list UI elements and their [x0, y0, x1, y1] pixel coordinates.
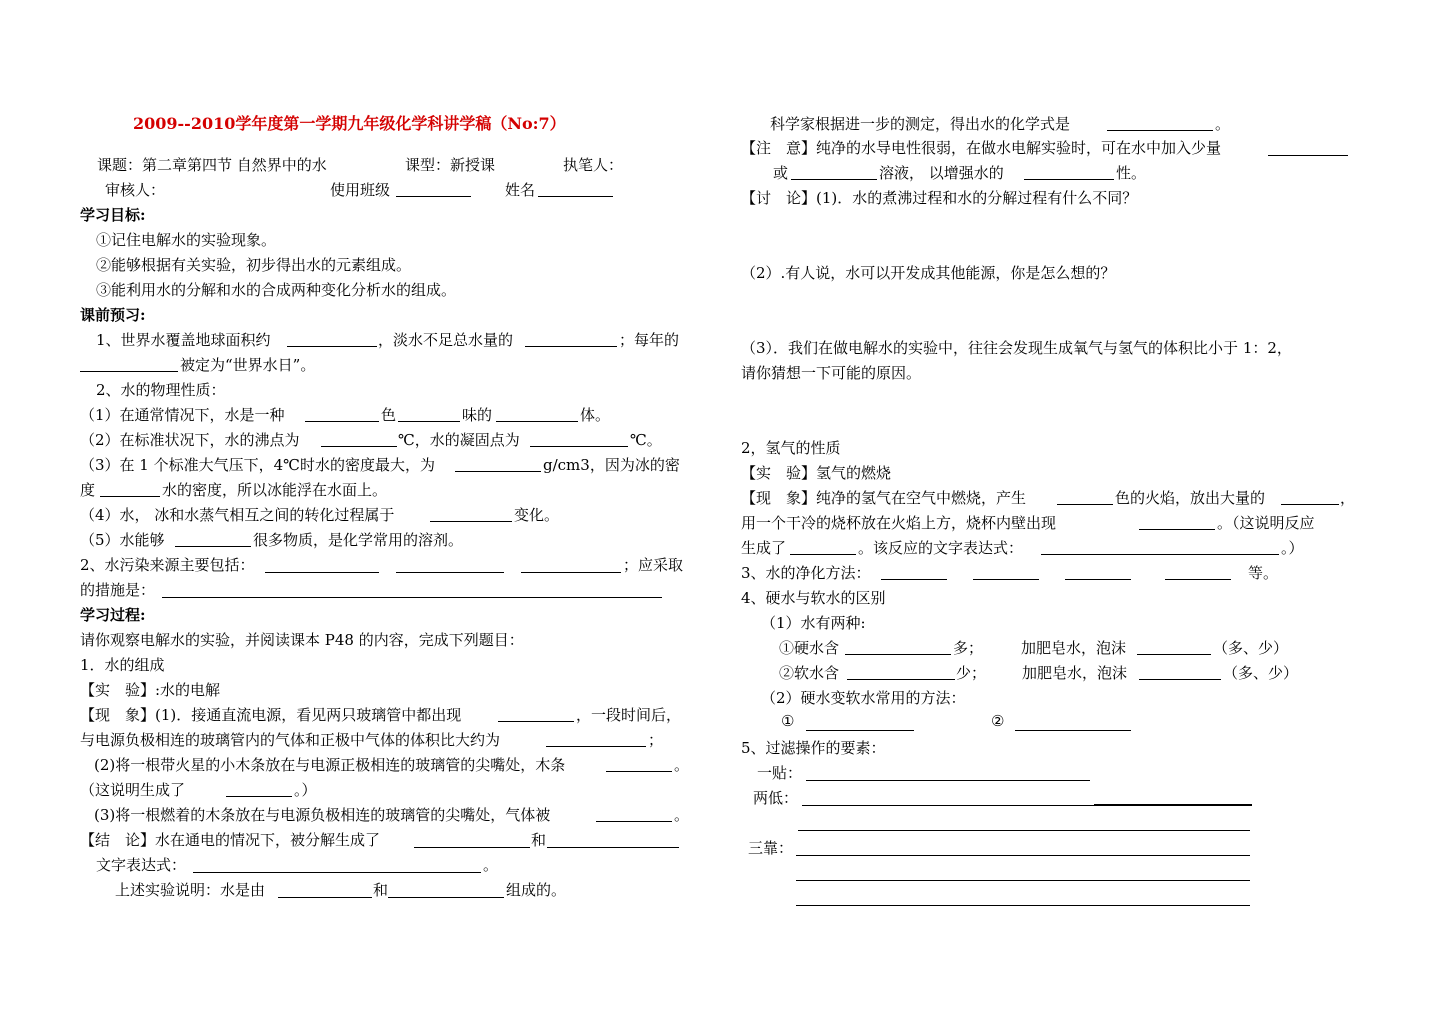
q4-text: 变化。	[514, 506, 560, 524]
goal-item: ③能利用水的分解和水的合成两种变化分析水的组成。	[96, 281, 457, 299]
hydrogen-phenomenon: 。）	[1281, 539, 1304, 557]
q2-text: （2）在标准状况下，水的沸点为	[80, 431, 300, 449]
blank-soft-foam[interactable]	[1139, 679, 1221, 680]
blank-stick[interactable]	[606, 771, 672, 772]
q1-text: （1）在通常情况下，水是一种	[80, 406, 285, 424]
hardwater-sub-2: （2）硬水变软水常用的方法：	[761, 689, 966, 707]
blank-purify-1[interactable]	[881, 579, 947, 580]
blank-boil[interactable]	[321, 446, 397, 447]
hardwater-row: 加肥皂水，泡沫	[1021, 639, 1127, 657]
blank-purify-3[interactable]	[1065, 579, 1131, 580]
hydrogen-phenomenon: ，	[1340, 489, 1356, 507]
hydrogen-phenomenon: 生成了	[741, 539, 787, 557]
goal-item: ②能够根据有关实验，初步得出水的元素组成。	[96, 256, 412, 274]
q2-text: ℃。	[630, 431, 662, 449]
blank-word-equation[interactable]	[193, 872, 481, 873]
blank-oxygen[interactable]	[226, 796, 292, 797]
blank-freeze[interactable]	[530, 446, 628, 447]
blank-additive-1[interactable]	[1268, 155, 1348, 156]
softwater-row: 加肥皂水，泡沫	[1022, 664, 1128, 682]
q3-text: 度	[80, 481, 96, 499]
phenomenon-text: （这说明生成了	[80, 781, 186, 799]
preview-heading: 课前预习:	[80, 306, 146, 324]
filter-one: 一贴：	[757, 764, 803, 782]
q5-text: （5）水能够	[80, 531, 165, 549]
softwater-row: （多、少）	[1223, 664, 1299, 682]
phenomenon-text: ，一段时间后，	[576, 706, 682, 724]
discussion-1: 【讨 论】(1)．水的煮沸过程和水的分解过程有什么不同？	[741, 189, 1138, 207]
explanation-text: 和	[373, 881, 389, 899]
p3-text: ；应采取	[623, 556, 684, 574]
phenomenon-text: 。	[674, 806, 690, 824]
word-equation-label: 文字表达式：	[96, 856, 187, 874]
blank-h2-equation[interactable]	[1041, 554, 1279, 555]
p1-text: ；每年的	[619, 331, 680, 349]
note-text: 溶液， 以增强水的	[879, 164, 1004, 182]
purify-heading: 3、水的净化方法：	[741, 564, 871, 582]
p1-text: 被定为“世界水日”。	[180, 356, 316, 374]
header-writer: 执笔人：	[563, 156, 624, 174]
q4-text: （4）水， 冰和水蒸气相互之间的转化过程属于	[80, 506, 395, 524]
blank-bubbles[interactable]	[498, 721, 574, 722]
blank-pollution-3[interactable]	[521, 572, 621, 573]
hydrogen-phenomenon: 用一个干冷的烧杯放在火焰上方，烧杯内壁出现	[741, 514, 1057, 532]
blank-additive-2[interactable]	[791, 179, 877, 180]
q3-text: （3）在 1 个标准大气压下，4℃时水的密度最大，为	[80, 456, 435, 474]
blank-flame-color[interactable]	[1057, 504, 1113, 505]
goals-heading: 学习目标:	[80, 206, 146, 224]
filter-heading: 5、过滤操作的要素：	[741, 739, 886, 757]
blank-state[interactable]	[496, 421, 578, 422]
blank-filter-two-2[interactable]	[1094, 804, 1252, 806]
blank-product-1[interactable]	[414, 847, 530, 848]
blank-conductivity[interactable]	[1024, 179, 1114, 180]
header-reviewer: 审核人：	[105, 181, 166, 199]
explanation-text: 组成的。	[506, 881, 567, 899]
q3-text: 水的密度，所以冰能浮在水面上。	[162, 481, 388, 499]
filter-two: 两低：	[753, 789, 799, 807]
formula-text: 。	[1215, 115, 1231, 133]
blank-purify-4[interactable]	[1165, 579, 1231, 580]
experiment-label: 【实 验】:水的电解	[80, 681, 221, 699]
process-intro: 请你观察电解水的实验，并阅读课本 P48 的内容，完成下列题目：	[80, 631, 524, 649]
blank-filter-three-1[interactable]	[796, 855, 1250, 856]
hardwater-sub-1: （1）水有两种:	[761, 614, 866, 632]
blank-taste[interactable]	[398, 421, 460, 422]
blank-compare[interactable]	[100, 496, 160, 497]
blank-product-2[interactable]	[547, 847, 679, 848]
word-equation-end: 。	[483, 856, 499, 874]
hydrogen-phenomenon: 色的火焰，放出大量的	[1115, 489, 1266, 507]
hydrogen-phenomenon: 。（这说明反应	[1217, 514, 1315, 532]
phenomenon-text: 【现 象】(1)．接通直流电源，看见两只玻璃管中都出现	[80, 706, 462, 724]
p1-text: ，淡水不足总水量的	[378, 331, 514, 349]
softwater-row: 少；	[956, 664, 987, 682]
header-class: 使用班级	[330, 181, 391, 199]
phenomenon-text: ；	[648, 731, 664, 749]
method-marker: ①	[781, 712, 795, 730]
blank-waterday[interactable]	[80, 371, 178, 372]
blank-ratio[interactable]	[546, 746, 646, 747]
header-topic: 课题：第二章第四节 自然界中的水	[97, 156, 327, 174]
blank-heat[interactable]	[1281, 504, 1339, 505]
q1-text: 色	[381, 406, 397, 424]
blank-pollution-1[interactable]	[265, 572, 379, 573]
header-type: 课型：新授课	[405, 156, 496, 174]
method-marker: ②	[991, 712, 1005, 730]
hardwater-row: ①硬水含	[779, 639, 840, 657]
blank-method-1[interactable]	[806, 730, 914, 731]
blank-element-2[interactable]	[388, 897, 504, 898]
blank-method-2[interactable]	[1015, 730, 1131, 731]
blank-freshwater[interactable]	[525, 346, 617, 347]
q3-text: g/cm3，因为冰的密	[543, 456, 680, 474]
phenomenon-text: (2)将一根带火星的小木条放在与电源正极相连的玻璃管的尖嘴处，木条	[94, 756, 566, 774]
blank-hard-foam[interactable]	[1137, 654, 1211, 655]
q5-text: 很多物质，是化学常用的溶剂。	[253, 531, 464, 549]
discussion-2: （2）.有人说，水可以开发成其他能源，你是怎么想的？	[741, 264, 1116, 282]
p2-heading: 2、水的物理性质：	[96, 381, 226, 399]
note-text: 或	[773, 164, 789, 182]
blank-density[interactable]	[455, 471, 541, 472]
q1-text: 体。	[580, 406, 611, 424]
hardwater-heading: 4、硬水与软水的区别	[741, 589, 886, 607]
blank-product[interactable]	[790, 554, 856, 555]
blank-filter-two-1[interactable]	[802, 805, 1094, 806]
section-1-heading: 1．水的组成	[80, 656, 165, 674]
blank-hard-contains[interactable]	[845, 654, 951, 655]
formula-text: 科学家根据进一步的测定，得出水的化学式是	[770, 115, 1071, 133]
hydrogen-experiment: 【实 验】氢气的燃烧	[741, 464, 892, 482]
hardwater-row: 多；	[953, 639, 984, 657]
blank-change[interactable]	[430, 521, 512, 522]
hydrogen-phenomenon: 。该反应的文字表达式：	[858, 539, 1024, 557]
blank-color[interactable]	[305, 421, 379, 422]
phenomenon-text: 与电源负极相连的玻璃管内的气体和正极中气体的体积比大约为	[80, 731, 501, 749]
blank-formula[interactable]	[1107, 130, 1213, 131]
p3-text: 的措施是：	[80, 581, 156, 599]
blank-filter-one[interactable]	[806, 780, 1090, 781]
q1-text: 味的	[462, 406, 493, 424]
blank-beaker[interactable]	[1139, 529, 1215, 530]
blank-measures[interactable]	[162, 597, 662, 598]
header-name: 姓名	[505, 181, 536, 199]
note-text: 性。	[1116, 164, 1147, 182]
phenomenon-text: 。）	[294, 781, 317, 799]
hydrogen-phenomenon: 【现 象】纯净的氢气在空气中燃烧，产生	[741, 489, 1027, 507]
note-text: 【注 意】纯净的水导电性很弱，在做水电解实验时，可在水中加入少量	[741, 139, 1222, 157]
blank-element-1[interactable]	[278, 897, 372, 898]
purify-end: 等。	[1248, 564, 1279, 582]
process-heading: 学习过程:	[80, 606, 146, 624]
blank-pollution-2[interactable]	[396, 572, 504, 573]
p1-text: 1、世界水覆盖地球面积约	[96, 331, 271, 349]
name-blank[interactable]	[538, 196, 613, 197]
hardwater-row: （多、少）	[1213, 639, 1289, 657]
blank-soft-contains[interactable]	[847, 679, 955, 680]
blank-dissolve[interactable]	[175, 546, 251, 547]
blank-purify-2[interactable]	[973, 579, 1039, 580]
q2-text: ℃，水的凝固点为	[398, 431, 520, 449]
conclusion-text: 和	[531, 831, 547, 849]
blank-area[interactable]	[287, 346, 377, 347]
filter-three: 三靠：	[748, 839, 794, 857]
class-blank[interactable]	[396, 196, 471, 197]
conclusion-text: 【结 论】水在通电的情况下，被分解生成了	[80, 831, 381, 849]
softwater-row: ②软水含	[779, 664, 840, 682]
discussion-3-cont: 请你猜想一下可能的原因。	[741, 364, 922, 382]
blank-filter-three-3[interactable]	[796, 905, 1250, 906]
discussion-3: （3）．我们在做电解水的实验中，往往会发现生成氧气与氢气的体积比小于 1：2，	[741, 339, 1292, 357]
explanation-text: 上述实验说明：水是由	[115, 881, 266, 899]
blank-filter-three-2[interactable]	[796, 880, 1250, 881]
page-title: 2009--2010学年度第一学期九年级化学科讲学稿（No:7）	[133, 114, 566, 133]
phenomenon-text: 。	[674, 756, 690, 774]
hydrogen-heading: 2，氢气的性质	[741, 439, 841, 457]
p3-text: 2、水污染来源主要包括：	[80, 556, 255, 574]
blank-ignite[interactable]	[596, 821, 672, 822]
blank-filter-two-3[interactable]	[798, 830, 1250, 831]
goal-item: ①记住电解水的实验现象。	[96, 231, 277, 249]
phenomenon-text: (3)将一根燃着的木条放在与电源负极相连的玻璃管的尖嘴处，气体被	[94, 806, 551, 824]
